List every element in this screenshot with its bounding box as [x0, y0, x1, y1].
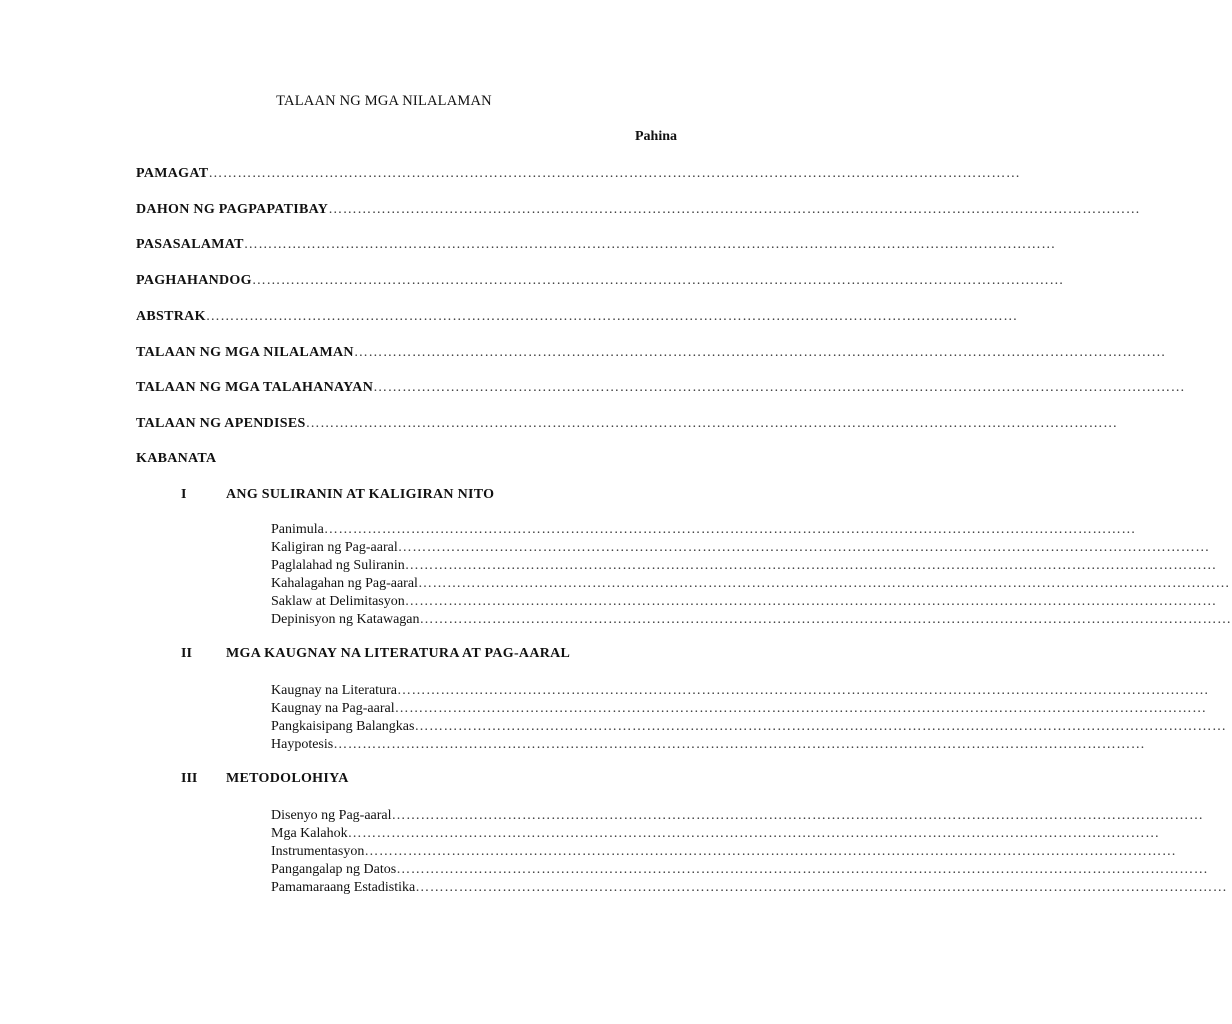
- dot-leader: ……………………………………………………………………………………………………………………………………………………: [323, 522, 1136, 537]
- toc-entry-label: DAHON NG PAGPAPATIBAY: [136, 202, 329, 217]
- dot-leader: ……………………………………………………………………………………………………………………………………………………: [347, 826, 1160, 841]
- toc-entry-label: TALAAN NG MGA NILALAMAN: [136, 345, 354, 360]
- dot-leader: ……………………………………………………………………………………………………………………………………………………: [251, 273, 1064, 288]
- chapter-title: ANG SULIRANIN AT KALIGIRAN NITO: [226, 487, 495, 502]
- toc-entry-paghahandog: [136, 271, 1064, 291]
- dot-leader: ……………………………………………………………………………………………………………………………………………………: [414, 719, 1227, 734]
- dot-leader: ……………………………………………………………………………………………………………………………………………………: [396, 862, 1209, 877]
- dot-leader: ……………………………………………………………………………………………………………………………………………………: [391, 808, 1204, 823]
- toc-subentry: [271, 575, 1230, 593]
- toc-subentry-label: Saklaw at Delimitasyon: [271, 594, 405, 609]
- kabanata-heading: KABANATA: [136, 451, 217, 466]
- toc-subentry-label: Pangangalap ng Datos: [271, 862, 397, 877]
- toc-entry-label: PAGHAHANDOG: [136, 273, 252, 288]
- toc-subentry-label: Kaugnay na Pag-aaral: [271, 701, 395, 716]
- dot-leader: ……………………………………………………………………………………………………………………………………………………: [404, 558, 1217, 573]
- dot-leader: ……………………………………………………………………………………………………………………………………………………: [305, 416, 1118, 431]
- toc-entry-talaan-ng-mga-nilalaman: [136, 343, 1166, 363]
- toc-subentry-label: Pangkaisipang Balangkas: [271, 719, 415, 734]
- toc-entry-talaan-ng-mga-talahanayan: [136, 378, 1186, 398]
- dot-leader: ……………………………………………………………………………………………………………………………………………………: [419, 612, 1232, 627]
- toc-entry-label: TALAAN NG MGA TALAHANAYAN: [136, 380, 374, 395]
- toc-subentry-label: Depinisyon ng Katawagan: [271, 612, 420, 627]
- dot-leader: ……………………………………………………………………………………………………………………………………………………: [364, 844, 1177, 859]
- chapter-title: METODOLOHIYA: [226, 771, 349, 786]
- toc-entry-talaan-ng-apendises: [136, 414, 1118, 434]
- dot-leader: ……………………………………………………………………………………………………………………………………………………: [404, 594, 1217, 609]
- toc-subentry: [271, 825, 1160, 843]
- toc-entry-pasasalamat: [136, 235, 1056, 255]
- chapter-number: I: [181, 487, 187, 502]
- dot-leader: ……………………………………………………………………………………………………………………………………………………: [208, 166, 1021, 181]
- dot-leader: ……………………………………………………………………………………………………………………………………………………: [415, 880, 1228, 895]
- toc-subentry: [271, 843, 1177, 861]
- toc-subentry-label: Kaligiran ng Pag-aaral: [271, 540, 398, 555]
- toc-subentry-label: Pamamaraang Estadistika: [271, 880, 416, 895]
- dot-leader: ……………………………………………………………………………………………………………………………………………………: [417, 576, 1230, 591]
- toc-subentry: [271, 539, 1210, 557]
- dot-leader: ……………………………………………………………………………………………………………………………………………………: [328, 202, 1141, 217]
- toc-entry-abstrak: [136, 307, 1018, 327]
- toc-subentry: [271, 593, 1217, 611]
- dot-leader: ……………………………………………………………………………………………………………………………………………………: [205, 309, 1018, 324]
- chapter-number: III: [181, 771, 198, 786]
- toc-subentry-label: Kaugnay na Literatura: [271, 683, 397, 698]
- dot-leader: ……………………………………………………………………………………………………………………………………………………: [333, 737, 1146, 752]
- toc-subentry: [271, 611, 1232, 629]
- toc-subentry-label: Instrumentasyon: [271, 844, 365, 859]
- toc-entry-pamagat: [136, 164, 1021, 184]
- toc-entry-label: ABSTRAK: [136, 309, 206, 324]
- toc-subentry: [271, 718, 1227, 736]
- toc-subentry: [271, 557, 1217, 575]
- chapter-title: MGA KAUGNAY NA LITERATURA AT PAG-AARAL: [226, 646, 571, 661]
- toc-subentry-label: Panimula: [271, 522, 324, 537]
- dot-leader: ……………………………………………………………………………………………………………………………………………………: [243, 237, 1056, 252]
- toc-subentry: [271, 736, 1146, 754]
- toc-entry-label: TALAAN NG APENDISES: [136, 416, 306, 431]
- toc-subentry: [271, 682, 1209, 700]
- toc-subentry: [271, 879, 1228, 897]
- toc-entry-label: PASASALAMAT: [136, 237, 244, 252]
- toc-subentry-label: Paglalahad ng Suliranin: [271, 558, 405, 573]
- dot-leader: ……………………………………………………………………………………………………………………………………………………: [353, 345, 1166, 360]
- toc-subentry-label: Disenyo ng Pag-aaral: [271, 808, 392, 823]
- dot-leader: ……………………………………………………………………………………………………………………………………………………: [397, 540, 1210, 555]
- dot-leader: ……………………………………………………………………………………………………………………………………………………: [396, 683, 1209, 698]
- toc-subentry: [271, 700, 1207, 718]
- toc-subentry-label: Kahalagahan ng Pag-aaral: [271, 576, 418, 591]
- document-title: TALAAN NG MGA NILALAMAN: [276, 93, 492, 109]
- toc-entry-label: PAMAGAT: [136, 166, 209, 181]
- dot-leader: ……………………………………………………………………………………………………………………………………………………: [394, 701, 1207, 716]
- toc-subentry: [271, 521, 1136, 539]
- dot-leader: ……………………………………………………………………………………………………………………………………………………: [373, 380, 1186, 395]
- toc-subentry: [271, 807, 1204, 825]
- toc-subentry-label: Haypotesis: [271, 737, 334, 752]
- toc-entry-dahon-ng-pagpapatibay: [136, 200, 1141, 220]
- toc-subentry: [271, 861, 1209, 879]
- toc-subentry-label: Mga Kalahok: [271, 826, 348, 841]
- page-column-header: Pahina: [634, 129, 677, 144]
- chapter-number: II: [181, 646, 192, 661]
